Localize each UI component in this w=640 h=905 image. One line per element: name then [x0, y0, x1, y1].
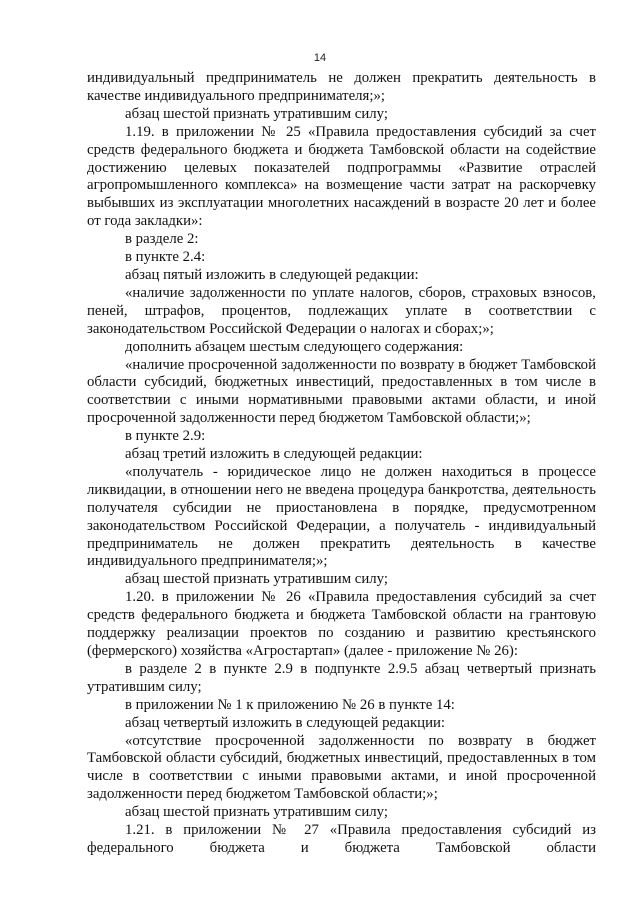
paragraph: «отсутствие просроченной задолженности по возврату в бюджет Тамбовской области субсидий, бюджетных инвестиций, предоставленных в том числе в соответствии с иными правовыми актами, и иной просроченной задолженности перед бюджетом Тамбовской области;»; [87, 732, 596, 803]
paragraph: в разделе 2 в пункте 2.9 в подпункте 2.9.5 абзац четвертый признать утратившим силу; [87, 660, 596, 695]
document-body [87, 70, 596, 858]
paragraph: «наличие задолженности по уплате налогов, сборов, страховых взносов, пеней, штрафов, процентов, подлежащих уплате в соответствии с законодательством Российской Федерации о налогах и сборах;»; [87, 284, 596, 337]
paragraph: «получатель - юридическое лицо не должен находиться в процессе ликвидации, в отношении него не введена процедура банкротства, деятельность получателя субсидии не приостановлена в порядке, предусмотренном законодательством Российской Федерации, а получатель - индивидуальный предприниматель не должен прекратить деятельность в качестве индивидуального предпринимателя;»; [87, 463, 596, 570]
paragraph: абзац шестой признать утратившим силу; [125, 105, 388, 122]
paragraph: абзац пятый изложить в следующей редакции: [125, 266, 419, 283]
paragraph: в пункте 2.4: [125, 249, 206, 266]
paragraph: в приложении № 1 к приложению № 26 в пункте 14: [125, 696, 455, 713]
paragraph: абзац третий изложить в следующей редакции: [125, 446, 423, 463]
paragraph: 1.19. в приложении № 25 «Правила предоставления субсидий за счет средств федерального бюджета и бюджета Тамбовской области на содействие достижению целевых показателей подпрограммы «Развитие отраслей агропромышленного комплекса» на возмещение части затрат на раскорчевку выбывших из эксплуатации многолетних насаждений в возрасте 20 лет и более от года закладки»: [87, 123, 596, 230]
paragraph: дополнить абзацем шестым следующего содержания: [125, 338, 464, 355]
paragraph: «наличие просроченной задолженности по возврату в бюджет Тамбовской области субсидий, бюджетных инвестиций, предоставленных в том числе в соответствии с иными нормативными правовыми актами области, и иной просроченной задолженности перед бюджетом Тамбовской области;»; [87, 356, 596, 427]
paragraph: абзац шестой признать утратившим силу; [125, 804, 388, 821]
paragraph: 1.21. в приложении № 27 «Правила предоставления субсидий из федерального бюджета и бюджета Тамбовской области [87, 822, 596, 856]
page-number: 14 [313, 52, 327, 64]
paragraph: в пункте 2.9: [125, 428, 206, 445]
paragraph: абзац шестой признать утратившим силу; [125, 571, 388, 588]
paragraph: 1.20. в приложении № 26 «Правила предоставления субсидий за счет средств федерального бюджета и бюджета Тамбовской области на грантовую поддержку реализации проектов по созданию и развитию крестьянского (фермерского) хозяйства «Агростартап» (далее - приложение № 26): [87, 589, 596, 659]
paragraph: абзац четвертый изложить в следующей редакции: [125, 714, 446, 731]
paragraph: в разделе 2: [125, 231, 199, 248]
paragraph: индивидуальный предприниматель не должен прекратить деятельность в качестве индивидуального предпринимателя;»; [87, 70, 596, 104]
